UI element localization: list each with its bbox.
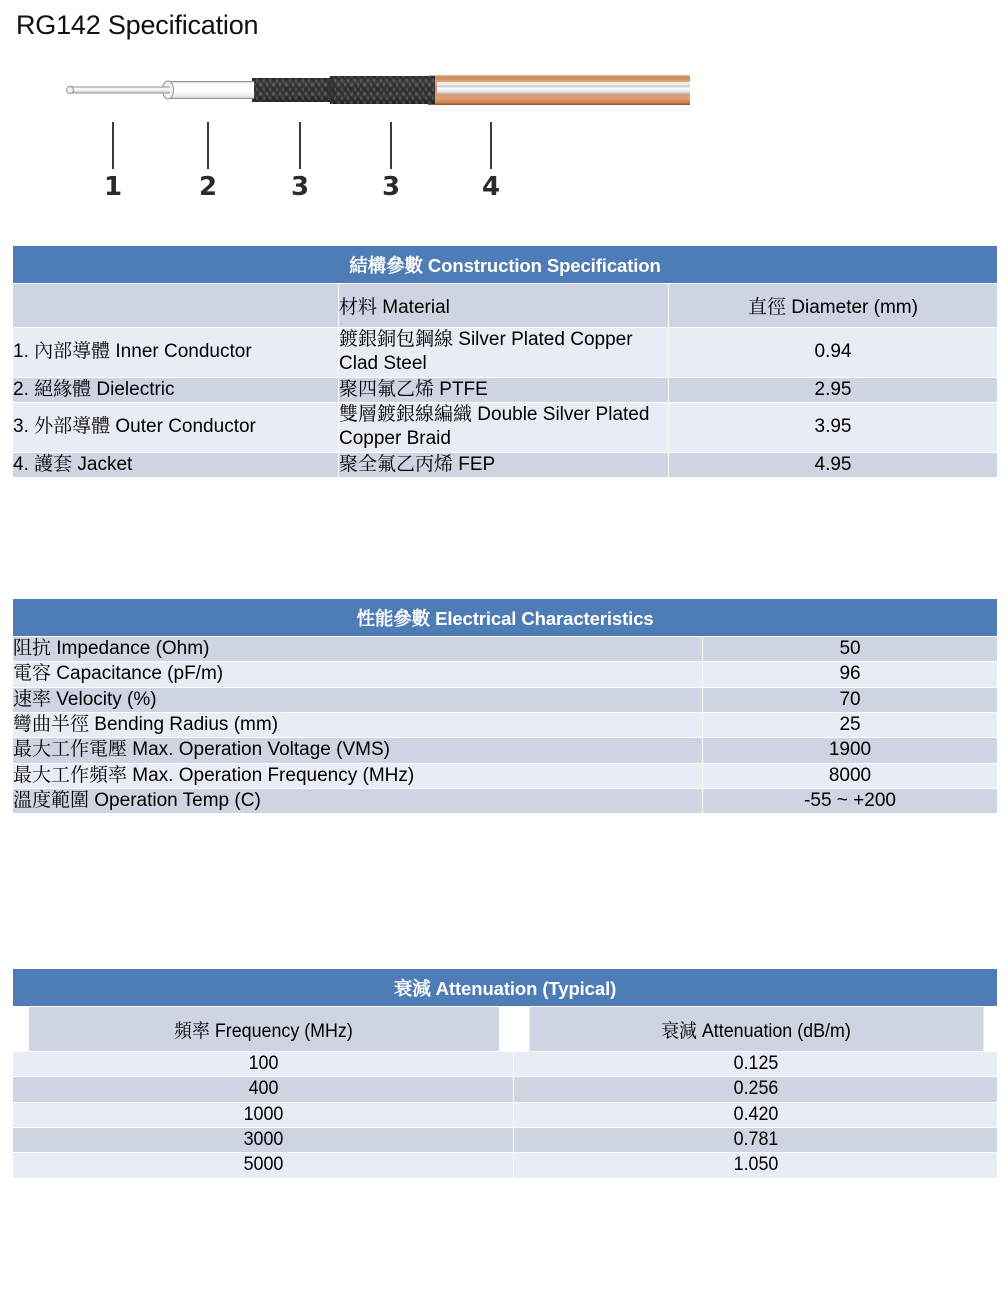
table-row (13, 1153, 998, 1178)
electrical-value: -55 ~ +200 (703, 788, 998, 813)
electrical-parameter: 溫度範圍 Operation Temp (C) (13, 788, 703, 813)
construction-item: 3. 外部導體 Outer Conductor (13, 402, 339, 452)
electrical-parameter: 彎曲半徑 Bending Radius (mm) (13, 712, 703, 737)
column-header-row (13, 284, 998, 328)
table-row (13, 1077, 998, 1102)
construction-diameter: 2.95 (669, 377, 998, 402)
construction-item: 4. 護套 Jacket (13, 452, 339, 477)
cable-diagram (0, 60, 1008, 225)
table-row (13, 402, 998, 452)
attenuation-frequency: 5000 (28, 1153, 499, 1178)
construction-material: 雙層鍍銀線編織 Double Silver Plated Copper Braid (339, 402, 669, 452)
attenuation-table-title: 衰減 Attenuation (Typical) (13, 969, 998, 1007)
electrical-value: 70 (703, 687, 998, 712)
electrical-value: 50 (703, 637, 998, 662)
column-header-diameter: 直徑 Diameter (mm) (669, 284, 998, 328)
construction-diameter: 3.95 (669, 402, 998, 452)
column-header-row (13, 1007, 998, 1052)
table-row (13, 1102, 998, 1127)
callout-number-1: 1 (103, 172, 123, 202)
construction-material: 聚四氟乙烯 PTFE (339, 377, 669, 402)
construction-item: 2. 絕緣體 Dielectric (13, 377, 339, 402)
rg142-cutaway-illustration (0, 60, 1008, 130)
electrical-parameter: 電容 Capacitance (pF/m) (13, 662, 703, 687)
callout-leader-1 (112, 122, 114, 169)
electrical-characteristics-table (12, 598, 998, 814)
attenuation-frequency: 400 (28, 1077, 499, 1102)
callout-number-3b: 3 (381, 172, 401, 202)
electrical-value: 1900 (703, 738, 998, 763)
attenuation-frequency: 100 (28, 1052, 499, 1077)
table-row (13, 452, 998, 477)
table-row (13, 788, 998, 813)
page-title: RG142 Specification (16, 10, 259, 40)
attenuation-value: 0.256 (528, 1077, 983, 1102)
construction-diameter: 4.95 (669, 452, 998, 477)
table-row (13, 328, 998, 378)
callout-leader-4 (490, 122, 492, 169)
table-row (13, 637, 998, 662)
electrical-table-title: 性能參數 Electrical Characteristics (13, 599, 998, 637)
table-row (13, 763, 998, 788)
attenuation-frequency: 3000 (28, 1127, 499, 1152)
table-header-row (13, 969, 998, 1007)
electrical-parameter: 速率 Velocity (%) (13, 687, 703, 712)
table-row (13, 712, 998, 737)
construction-material: 聚全氟乙丙烯 FEP (339, 452, 669, 477)
electrical-parameter: 最大工作頻率 Max. Operation Frequency (MHz) (13, 763, 703, 788)
construction-specification-table (12, 245, 998, 478)
attenuation-value: 0.781 (528, 1127, 983, 1152)
construction-table-title: 結構參數 Construction Specification (13, 246, 998, 284)
column-header-material: 材料 Material (339, 284, 669, 328)
callout-leader-3b (390, 122, 392, 169)
callout-number-2: 2 (198, 172, 218, 202)
table-row (13, 1052, 998, 1077)
construction-diameter: 0.94 (669, 328, 998, 378)
electrical-value: 8000 (703, 763, 998, 788)
column-header-item (13, 284, 339, 328)
column-header-frequency: 頻率 Frequency (MHz) (28, 1007, 499, 1052)
table-header-row (13, 246, 998, 284)
electrical-parameter: 阻抗 Impedance (Ohm) (13, 637, 703, 662)
callout-number-3a: 3 (290, 172, 310, 202)
electrical-value: 96 (703, 662, 998, 687)
attenuation-value: 0.125 (528, 1052, 983, 1077)
column-header-attenuation: 衰減 Attenuation (dB/m) (528, 1007, 983, 1052)
table-header-row (13, 599, 998, 637)
attenuation-value: 0.420 (528, 1102, 983, 1127)
attenuation-table (12, 968, 998, 1179)
construction-item: 1. 內部導體 Inner Conductor (13, 328, 339, 378)
table-row (13, 738, 998, 763)
callout-number-4: 4 (481, 172, 501, 202)
table-row (13, 662, 998, 687)
attenuation-value: 1.050 (528, 1153, 983, 1178)
electrical-parameter: 最大工作電壓 Max. Operation Voltage (VMS) (13, 738, 703, 763)
attenuation-frequency: 1000 (28, 1102, 499, 1127)
table-row (13, 687, 998, 712)
table-row (13, 1127, 998, 1152)
callout-leader-2 (207, 122, 209, 169)
construction-material: 鍍銀銅包鋼線 Silver Plated Copper Clad Steel (339, 328, 669, 378)
callout-leader-3a (299, 122, 301, 169)
electrical-value: 25 (703, 712, 998, 737)
table-row (13, 377, 998, 402)
